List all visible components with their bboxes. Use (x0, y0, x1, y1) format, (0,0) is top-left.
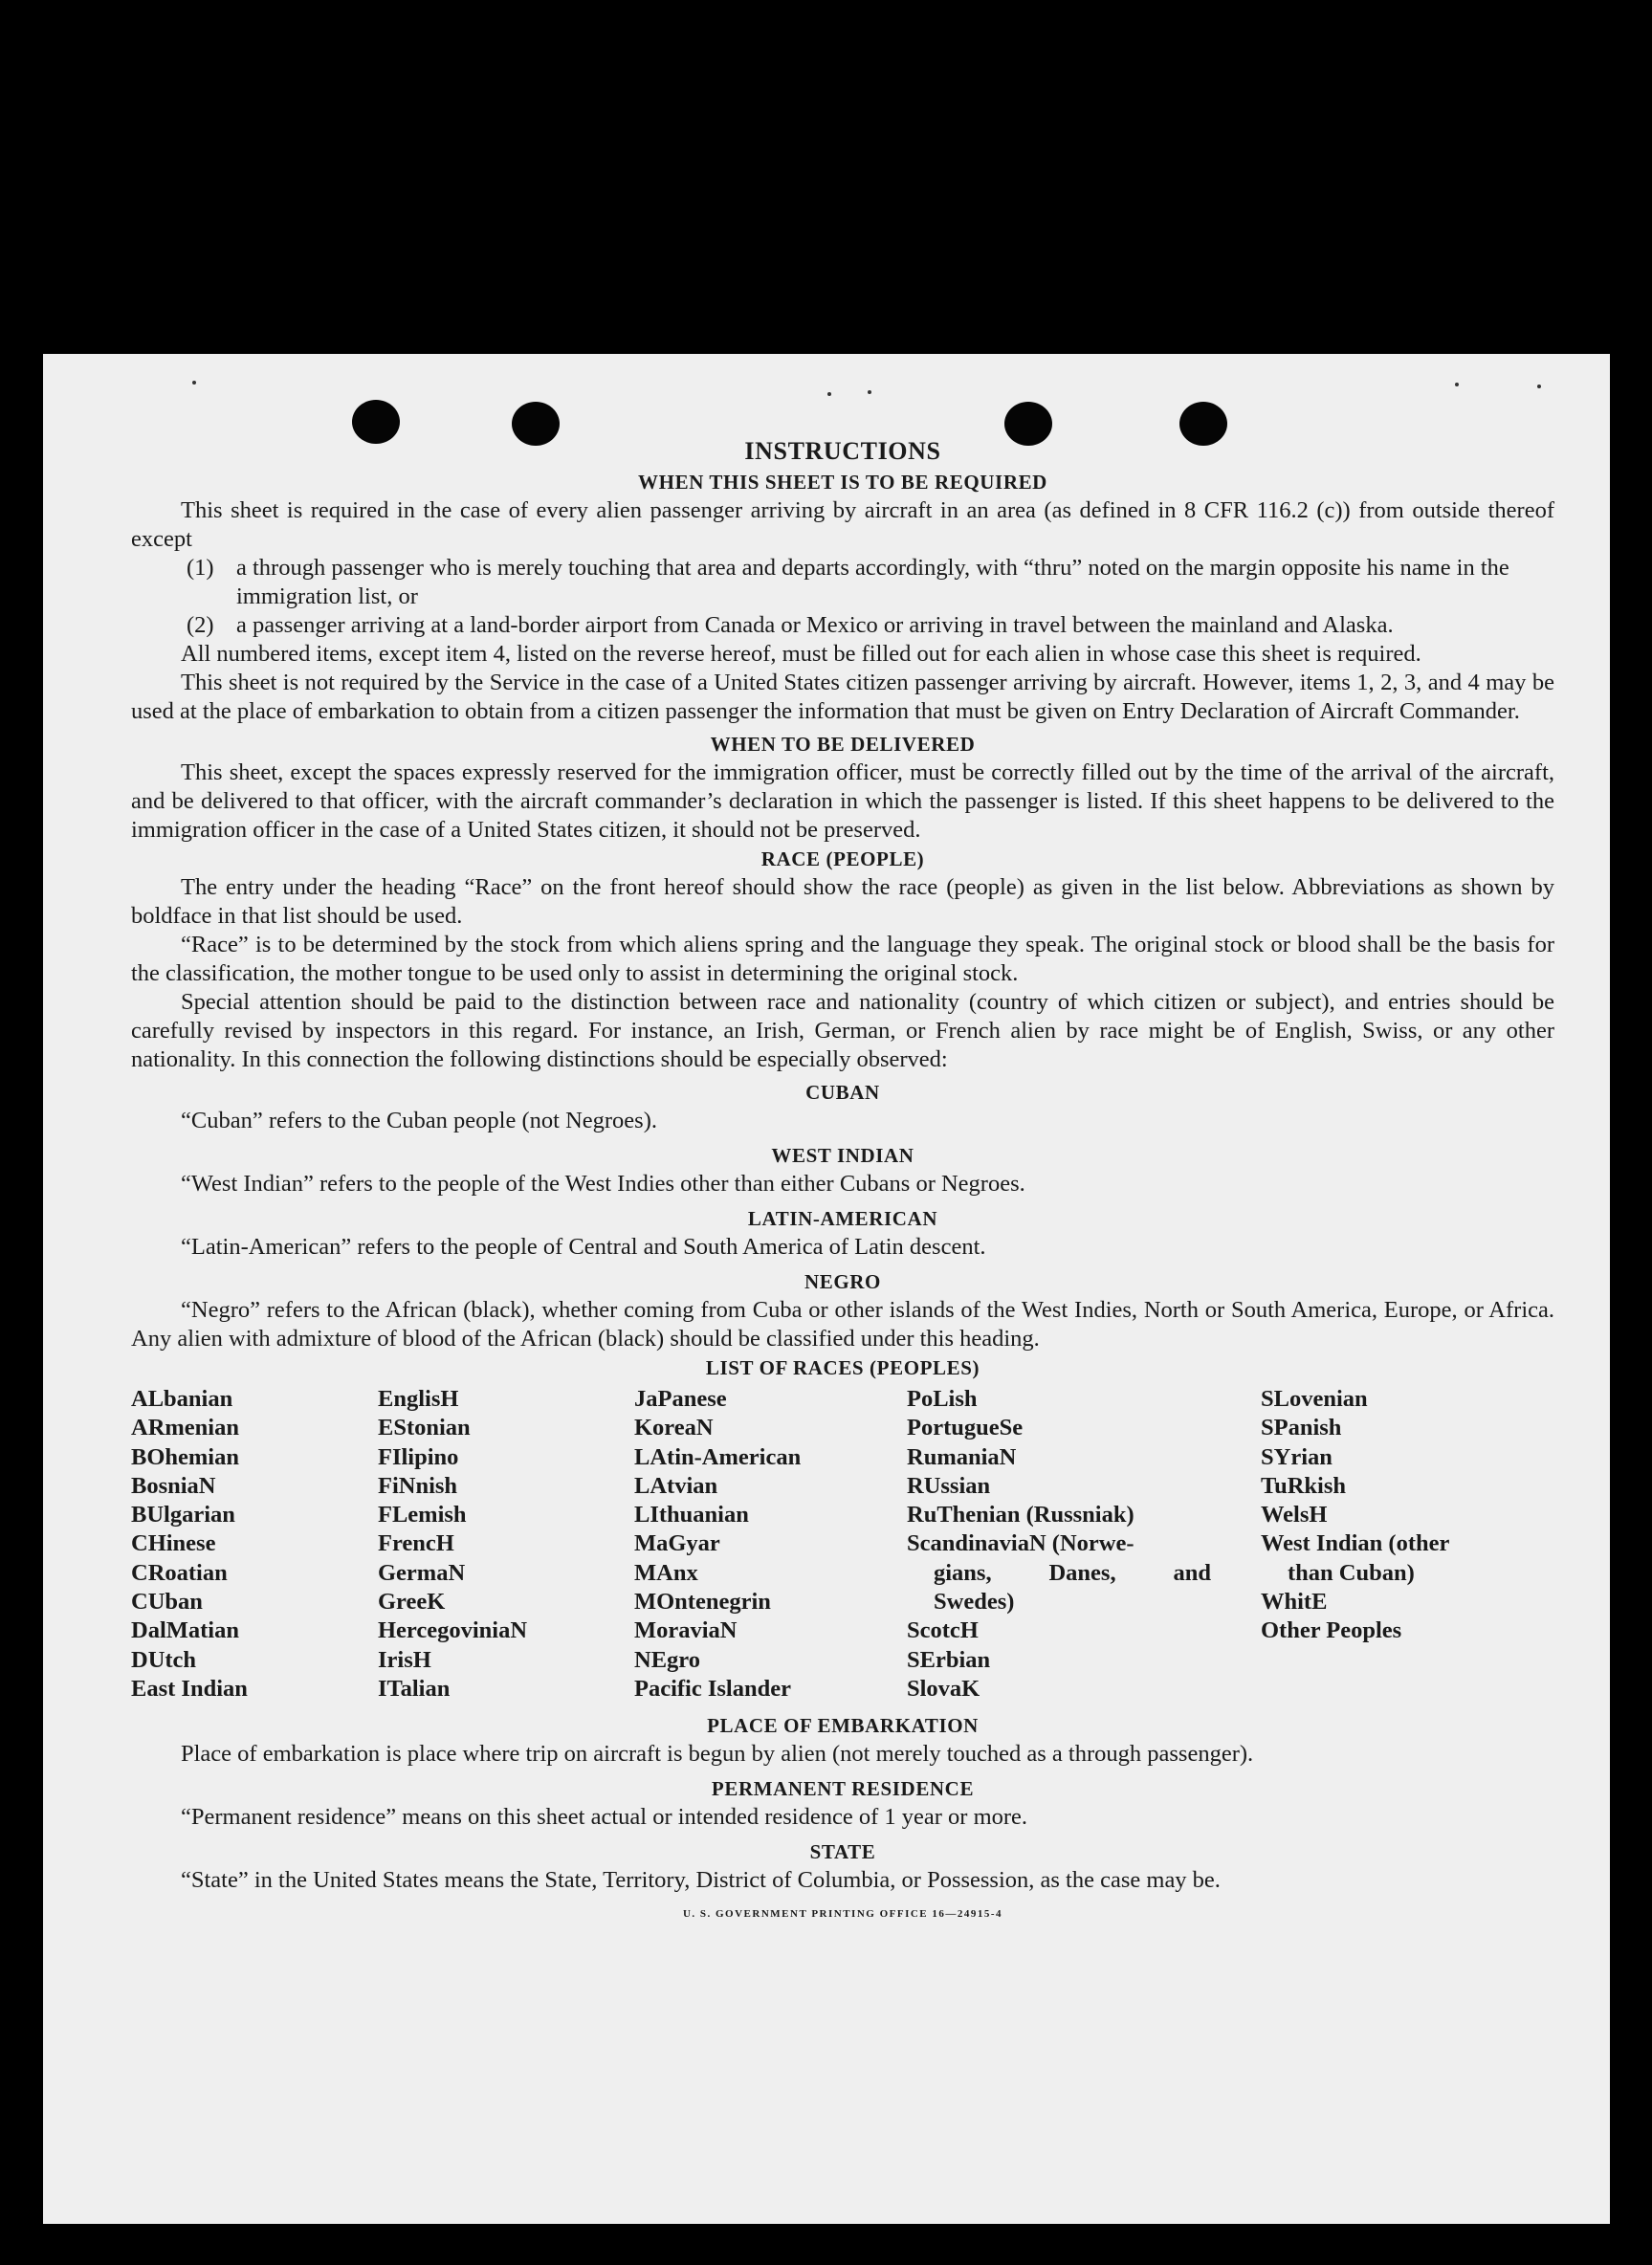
race-entry: SPanish (1261, 1415, 1342, 1441)
race-entry: SLovenian (1261, 1386, 1368, 1412)
speck (827, 392, 831, 396)
race-entry: ALbanian (131, 1386, 233, 1412)
race-entry: SYrian (1261, 1443, 1333, 1470)
race-entry: HercegoviniaN (378, 1617, 528, 1644)
race-entry: JaPanese (634, 1386, 727, 1412)
section-heading: WEST INDIAN (771, 1144, 914, 1167)
section-heading: WHEN TO BE DELIVERED (710, 733, 976, 756)
section-heading: RACE (PEOPLE) (760, 847, 925, 870)
section-heading: PERMANENT RESIDENCE (711, 1777, 975, 1801)
paragraph: This sheet is required in the case of every alien passenger arriving by aircraft in an area (as defined in 8 CFR 116.2 (c)) from outside thereof except (131, 497, 1554, 552)
race-entry: LAtvian (634, 1472, 718, 1499)
race-entry: DUtch (131, 1646, 197, 1673)
speck (192, 381, 196, 385)
paragraph: The entry under the heading “Race” on the front hereof should show the race (people) as given in the list below. Abbreviations as shown by boldface in that list should be used. (131, 874, 1554, 929)
section-heading: NEGRO (804, 1270, 881, 1293)
race-entry: East Indian (131, 1675, 248, 1702)
race-entry: Pacific Islander (634, 1675, 791, 1702)
speck (1537, 385, 1541, 388)
section-heading: WHEN THIS SHEET IS TO BE REQUIRED (638, 471, 1047, 494)
page-title: INSTRUCTIONS (744, 437, 941, 465)
race-entry: DalMatian (131, 1617, 239, 1644)
race-entry: GermaN (378, 1559, 466, 1586)
race-entry: PoLish (907, 1386, 978, 1412)
race-entry: WelsH (1261, 1502, 1328, 1528)
paragraph: “Permanent residence” means on this sheet actual or intended residence of 1 year or more. (181, 1804, 1028, 1831)
race-entry: CRoatian (131, 1559, 228, 1586)
paragraph: Special attention should be paid to the distinction between race and nationality (country of which citizen or subject), and entries should be carefully revised by inspectors in this regard. For instance, an Irish, German, or French alien by race might be of English, Swiss, or any other nationality. In this connection the following distinctions should be especially observed: (131, 989, 1554, 1072)
race-entry: GreeK (378, 1589, 446, 1616)
section-heading: LATIN-AMERICAN (747, 1207, 938, 1230)
item-number: (1) (187, 555, 214, 581)
race-entry: BUlgarian (131, 1502, 235, 1528)
paragraph: “State” in the United States means the State, Territory, District of Columbia, or Possession, as the case may be. (181, 1867, 1221, 1894)
paragraph: “Race” is to be determined by the stock from which aliens spring and the language they speak. The original stock or blood shall be the basis for the classification, the mother tongue to be used only to assist in determining the original stock. (131, 932, 1554, 986)
race-entry: CUban (131, 1589, 203, 1616)
race-column (131, 1385, 378, 1704)
speck (868, 390, 871, 394)
race-entry: EStonian (378, 1415, 471, 1441)
paragraph: “Cuban” refers to the Cuban people (not Negroes). (181, 1108, 657, 1133)
word: Danes, (1048, 1559, 1116, 1586)
paragraph: This sheet is not required by the Service in the case of a United States citizen passenger arriving by aircraft. However, items 1, 2, 3, and 4 may be used at the place of embarkation to obtain from a citizen passenger the information that must be given on Entry Declaration of Aircraft Commander. (131, 670, 1554, 724)
race-entry: LAtin-American (634, 1443, 802, 1470)
race-entry: PortugueSe (907, 1415, 1024, 1441)
race-entry: FrencH (378, 1530, 454, 1557)
race-entry-continuation: Swedes) (934, 1589, 1015, 1616)
race-entry: MOntenegrin (634, 1589, 771, 1616)
section-heading: CUBAN (805, 1081, 880, 1104)
race-entry: ScandinaviaN (Norwe- (907, 1530, 1134, 1557)
section-heading: PLACE OF EMBARKATION (707, 1714, 979, 1738)
paragraph: This sheet, except the spaces expressly reserved for the immigration officer, must be correctly filled out by the time of the arrival of the aircraft, and be delivered to that officer, with the aircraft commander’s declaration in which the passenger is listed. If this sheet happens to be delivered to the immigration officer in the case of a United States citizen, it should not be preserved. (131, 759, 1554, 843)
race-entry: RuThenian (Russniak) (907, 1502, 1134, 1528)
race-entry: WhitE (1261, 1589, 1328, 1616)
paragraph: “Negro” refers to the African (black), whether coming from Cuba or other islands of the West Indies, North or South America, Europe, or Africa. Any alien with admixture of blood of the African (black) should be classified under this heading. (131, 1297, 1554, 1352)
race-entry: MaGyar (634, 1530, 720, 1557)
race-entry: BosniaN (131, 1472, 216, 1499)
race-entry: LIthuanian (634, 1502, 749, 1528)
section-heading: STATE (809, 1840, 876, 1864)
race-entry: ScotcH (907, 1617, 979, 1644)
race-entry: FiNnish (378, 1472, 458, 1499)
race-entry: IrisH (378, 1646, 431, 1673)
item-text: a through passenger who is merely touching that area and departs accordingly, with “thru” noted on the margin opposite his name in the immigration list, or (236, 555, 1509, 609)
race-entry: BOhemian (131, 1443, 239, 1470)
race-column (634, 1385, 907, 1704)
race-entry: EnglisH (378, 1386, 459, 1412)
instructions-content (131, 435, 1554, 1920)
race-column (907, 1385, 1261, 1704)
document-sheet (43, 354, 1610, 2224)
item-number: (2) (187, 612, 214, 638)
race-entry-continuation: than Cuban) (1288, 1559, 1415, 1586)
list-item (131, 554, 1554, 611)
race-entry: NEgro (634, 1646, 700, 1673)
word: and (1173, 1559, 1211, 1586)
paragraph: “Latin-American” refers to the people of Central and South America of Latin descent. (181, 1234, 986, 1260)
race-entry: MAnx (634, 1559, 698, 1586)
race-entry: FIlipino (378, 1443, 459, 1470)
race-entry-continuation (907, 1559, 1211, 1588)
race-entry: SlovaK (907, 1675, 980, 1702)
race-entry: CHinese (131, 1530, 216, 1557)
race-entry: Other Peoples (1261, 1617, 1402, 1644)
race-entry: KoreaN (634, 1415, 714, 1441)
section-heading: LIST OF RACES (PEOPLES) (705, 1356, 980, 1379)
word: gians, (934, 1559, 992, 1586)
race-list (131, 1385, 1554, 1704)
race-entry: RumaniaN (907, 1443, 1017, 1470)
race-entry: ITalian (378, 1675, 451, 1702)
race-entry: West Indian (other (1261, 1530, 1450, 1557)
race-entry: RUssian (907, 1472, 991, 1499)
paragraph: Place of embarkation is place where trip on aircraft is begun by alien (not merely touched as a through passenger). (181, 1741, 1254, 1768)
speck (1455, 383, 1459, 386)
item-text: a passenger arriving at a land-border airport from Canada or Mexico or arriving in travel between the mainland and Alaska. (236, 612, 1394, 638)
race-entry: SErbian (907, 1646, 991, 1673)
race-column (1261, 1385, 1509, 1704)
list-item (131, 611, 1554, 640)
paragraph: All numbered items, except item 4, listed on the reverse hereof, must be filled out for each alien in whose case this sheet is required. (181, 641, 1421, 667)
race-column (378, 1385, 634, 1704)
race-entry: TuRkish (1261, 1472, 1347, 1499)
printing-office-footer: U. S. GOVERNMENT PRINTING OFFICE 16—24915-4 (682, 1908, 1003, 1921)
race-entry: MoraviaN (634, 1617, 738, 1644)
race-entry: ARmenian (131, 1415, 239, 1441)
race-entry: FLemish (378, 1502, 467, 1528)
paragraph: “West Indian” refers to the people of the West Indies other than either Cubans or Negroes. (181, 1171, 1025, 1197)
